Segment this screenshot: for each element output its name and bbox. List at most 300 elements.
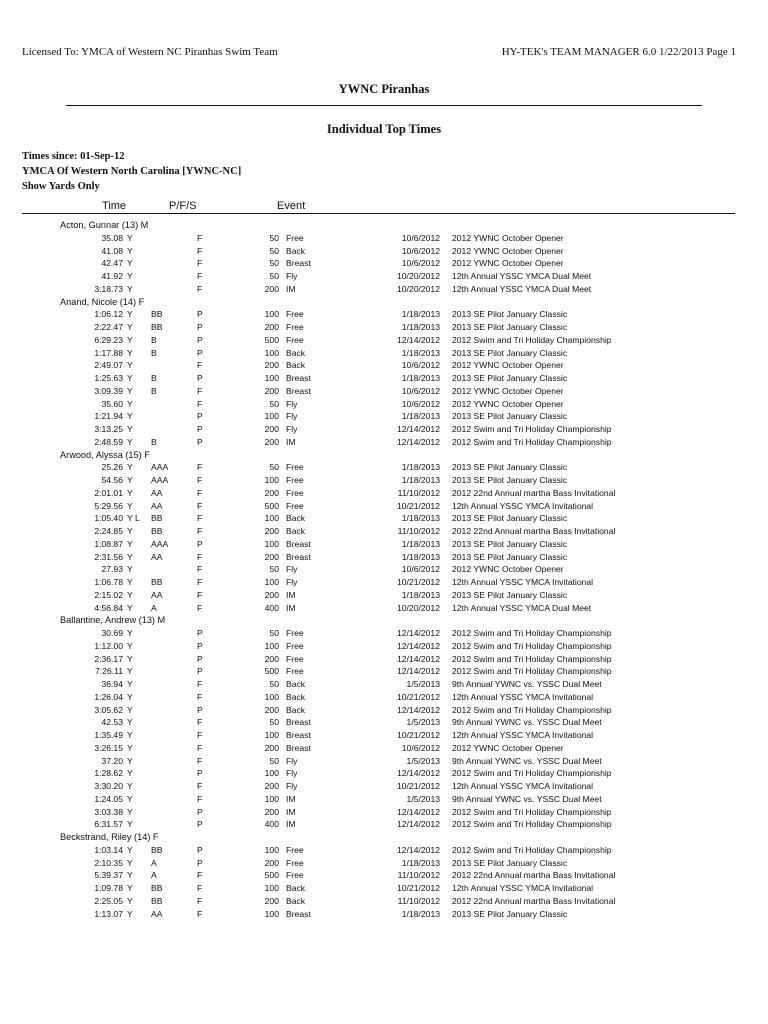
standard-cell: AAA — [151, 475, 169, 485]
distance-cell: 200 — [264, 487, 279, 498]
result-row — [0, 538, 768, 551]
course-cell: Y — [127, 360, 133, 371]
pfs-cell: F — [197, 691, 203, 702]
stroke-cell: IM — [286, 806, 296, 817]
pfs-cell: P — [197, 653, 203, 664]
result-row — [0, 525, 768, 538]
date-cell: 1/18/2013 — [401, 857, 440, 868]
distance-cell: 100 — [264, 513, 279, 524]
meet-cell: 2012 22nd Annual martha Bass Invitational — [452, 870, 616, 881]
date-cell: 12/14/2012 — [396, 666, 440, 677]
meet-cell: 12th Annual YSSC YMCA Invitational — [452, 500, 594, 511]
course-cell: Y — [127, 691, 133, 702]
distance-cell: 50 — [269, 232, 279, 243]
result-row — [0, 321, 768, 334]
meet-cell: 2012 Swim and Tri Holiday Championship — [452, 334, 612, 345]
course-cell: Y — [127, 717, 133, 728]
result-row — [0, 665, 768, 678]
distance-cell: 100 — [264, 640, 279, 651]
distance-cell: 200 — [264, 436, 279, 447]
athlete-name: Acton, Gunnar (13) M — [60, 220, 149, 230]
date-cell: 1/5/2013 — [406, 679, 440, 689]
course-cell: Y — [127, 819, 133, 830]
pfs-cell: F — [197, 679, 203, 689]
date-cell: 10/6/2012 — [401, 258, 440, 269]
time-cell: 4:56.84 — [94, 602, 123, 613]
date-cell: 12/14/2012 — [396, 653, 440, 664]
meet-cell: 2013 SE Pilot January Classic — [452, 347, 568, 358]
pfs-cell: F — [197, 870, 203, 881]
meet-cell: 12th Annual YSSC YMCA Invitational — [452, 577, 594, 587]
stroke-cell: IM — [286, 283, 296, 294]
distance-cell: 200 — [264, 385, 279, 396]
date-cell: 12/14/2012 — [396, 640, 440, 651]
meet-cell: 2012 Swim and Tri Holiday Championship — [452, 640, 612, 651]
date-cell: 1/18/2013 — [401, 347, 440, 358]
stroke-cell: Fly — [286, 577, 298, 587]
stroke-cell: Free — [286, 844, 304, 855]
result-row — [0, 257, 768, 270]
standard-cell: B — [151, 436, 157, 447]
course-cell: Y — [127, 679, 133, 689]
meet-cell: 2012 Swim and Tri Holiday Championship — [452, 819, 612, 830]
distance-cell: 50 — [269, 245, 279, 256]
distance-cell: 200 — [264, 806, 279, 817]
date-cell: 10/20/2012 — [396, 283, 440, 294]
course-cell: Y — [127, 870, 133, 881]
pfs-cell: F — [197, 526, 203, 536]
distance-cell: 500 — [264, 870, 279, 881]
result-row — [0, 729, 768, 742]
pfs-cell: F — [197, 271, 203, 281]
pfs-cell: P — [197, 334, 203, 345]
course-cell: Y — [127, 781, 133, 791]
standard-cell: B — [151, 334, 157, 345]
time-cell: 1:06.12 — [94, 309, 123, 320]
result-row — [0, 602, 768, 615]
date-cell: 12/14/2012 — [396, 628, 440, 638]
distance-cell: 200 — [264, 781, 279, 791]
meet-cell: 2012 YWNC October Opener — [452, 742, 564, 753]
pfs-cell: F — [197, 589, 203, 600]
pfs-cell: F — [197, 577, 203, 587]
pfs-cell: P — [197, 424, 203, 434]
time-cell: 30.69 — [101, 628, 123, 638]
standard-cell: A — [151, 870, 157, 881]
distance-cell: 200 — [264, 424, 279, 434]
course-cell: Y — [127, 258, 133, 269]
time-cell: 1:06.78 — [94, 577, 123, 587]
time-cell: 3:03.38 — [94, 806, 123, 817]
distance-cell: 200 — [264, 322, 279, 332]
course-cell: Y — [127, 895, 133, 906]
date-cell: 10/21/2012 — [396, 500, 440, 511]
course-cell: Y — [127, 653, 133, 664]
date-cell: 1/18/2013 — [401, 373, 440, 383]
time-cell: 2:48.59 — [94, 436, 123, 447]
stroke-cell: Fly — [286, 768, 298, 779]
pfs-cell: F — [197, 283, 203, 294]
result-row — [0, 627, 768, 640]
stroke-cell: Free — [286, 487, 304, 498]
distance-cell: 50 — [269, 398, 279, 409]
distance-cell: 50 — [269, 679, 279, 689]
date-cell: 10/21/2012 — [396, 730, 440, 740]
time-cell: 27.93 — [101, 564, 123, 575]
date-cell: 12/14/2012 — [396, 436, 440, 447]
result-row — [0, 283, 768, 296]
time-cell: 3:18.73 — [94, 283, 123, 294]
stroke-cell: Fly — [286, 398, 298, 409]
meet-cell: 2013 SE Pilot January Classic — [452, 462, 568, 473]
time-cell: 41.08 — [101, 245, 123, 256]
meet-cell: 2013 SE Pilot January Classic — [452, 589, 568, 600]
meet-cell: 12th Annual YSSC YMCA Invitational — [452, 730, 594, 740]
time-cell: 1:09.78 — [94, 883, 123, 893]
meet-cell: 12th Annual YSSC YMCA Invitational — [452, 883, 594, 893]
time-cell: 1:03.14 — [94, 844, 123, 855]
course-cell: Y — [127, 640, 133, 651]
standard-cell: B — [151, 385, 157, 396]
course-cell: Y — [127, 475, 133, 485]
time-cell: 41.92 — [101, 271, 123, 281]
result-row — [0, 385, 768, 398]
distance-cell: 100 — [264, 768, 279, 779]
distance-cell: 200 — [264, 857, 279, 868]
date-cell: 10/6/2012 — [401, 360, 440, 371]
software-page-header: HY-TEK's TEAM MANAGER 6.0 1/22/2013 Page 1 — [501, 46, 736, 58]
date-cell: 10/6/2012 — [401, 245, 440, 256]
time-cell: 5:39.37 — [94, 870, 123, 881]
result-row — [0, 640, 768, 653]
date-cell: 1/18/2013 — [401, 462, 440, 473]
distance-cell: 500 — [264, 666, 279, 677]
date-cell: 1/18/2013 — [401, 411, 440, 422]
pfs-cell: P — [197, 806, 203, 817]
distance-cell: 100 — [264, 347, 279, 358]
report-team-title: YWNC Piranhas — [338, 82, 430, 96]
pfs-cell: P — [197, 538, 203, 549]
stroke-cell: Fly — [286, 411, 298, 422]
time-cell: 3:30.20 — [94, 781, 123, 791]
date-cell: 12/14/2012 — [396, 704, 440, 715]
result-row — [0, 347, 768, 360]
meet-cell: 2012 Swim and Tri Holiday Championship — [452, 704, 612, 715]
distance-cell: 100 — [264, 793, 279, 804]
result-row — [0, 461, 768, 474]
time-cell: 42.47 — [101, 258, 123, 269]
date-cell: 1/18/2013 — [401, 475, 440, 485]
stroke-cell: Back — [286, 526, 306, 536]
meet-cell: 2012 Swim and Tri Holiday Championship — [452, 666, 612, 677]
time-cell: 1:25.63 — [94, 373, 123, 383]
date-cell: 11/10/2012 — [397, 526, 440, 536]
result-row — [0, 767, 768, 780]
distance-cell: 50 — [269, 755, 279, 766]
distance-cell: 100 — [264, 908, 279, 919]
stroke-cell: Free — [286, 870, 304, 881]
result-row — [0, 563, 768, 576]
time-cell: 1:28.62 — [94, 768, 123, 779]
distance-cell: 50 — [269, 271, 279, 281]
result-row — [0, 844, 768, 857]
meet-cell: 2012 22nd Annual martha Bass Invitational — [452, 526, 616, 536]
date-cell: 10/6/2012 — [401, 385, 440, 396]
meet-cell: 2012 YWNC October Opener — [452, 564, 564, 575]
time-cell: 1:12.00 — [94, 640, 123, 651]
meet-cell: 9th Annual YWNC vs. YSSC Dual Meet — [452, 755, 602, 766]
date-cell: 12/14/2012 — [396, 806, 440, 817]
stroke-cell: Fly — [286, 781, 298, 791]
meet-cell: 2012 Swim and Tri Holiday Championship — [452, 424, 612, 434]
course-cell: Y — [127, 589, 133, 600]
date-cell: 10/20/2012 — [396, 271, 440, 281]
time-cell: 1:13.07 — [94, 908, 123, 919]
pfs-cell: F — [197, 475, 203, 485]
time-cell: 5:29.56 — [94, 500, 123, 511]
pfs-cell: P — [197, 857, 203, 868]
course-cell: Y — [127, 500, 133, 511]
result-row — [0, 551, 768, 564]
course-cell: Y — [127, 844, 133, 855]
results-table — [0, 219, 768, 920]
pfs-cell: P — [197, 436, 203, 447]
stroke-cell: Fly — [286, 755, 298, 766]
course-cell: Y — [127, 385, 133, 396]
time-cell: 2:24.85 — [94, 526, 123, 536]
distance-cell: 200 — [264, 283, 279, 294]
result-row — [0, 334, 768, 347]
meet-cell: 2012 Swim and Tri Holiday Championship — [452, 436, 612, 447]
stroke-cell: Fly — [286, 271, 298, 281]
result-row — [0, 793, 768, 806]
column-header-time: Time — [102, 200, 127, 212]
date-cell: 11/10/2012 — [397, 870, 440, 881]
course-cell: Y — [127, 347, 133, 358]
date-cell: 12/14/2012 — [396, 768, 440, 779]
date-cell: 1/18/2013 — [401, 538, 440, 549]
course-cell: Y — [127, 424, 133, 434]
date-cell: 10/6/2012 — [401, 398, 440, 409]
result-row — [0, 398, 768, 411]
meet-cell: 2013 SE Pilot January Classic — [452, 322, 568, 332]
result-row — [0, 908, 768, 921]
distance-cell: 100 — [264, 730, 279, 740]
standard-cell: BB — [151, 883, 163, 893]
standard-cell: AAA — [151, 462, 169, 473]
date-cell: 10/6/2012 — [401, 564, 440, 575]
pfs-cell: P — [197, 666, 203, 677]
stroke-cell: Free — [286, 322, 304, 332]
stroke-cell: Back — [286, 360, 306, 371]
distance-cell: 50 — [269, 628, 279, 638]
date-cell: 10/6/2012 — [401, 742, 440, 753]
pfs-cell: P — [197, 322, 203, 332]
course-cell: Y — [127, 373, 133, 383]
meet-cell: 12th Annual YSSC YMCA Invitational — [452, 781, 594, 791]
stroke-cell: Free — [286, 666, 304, 677]
times-since-label: Times since: 01-Sep-12 — [22, 151, 125, 162]
course-cell: Y L — [127, 513, 140, 524]
meet-cell: 2012 22nd Annual martha Bass Invitational — [452, 895, 616, 906]
meet-cell: 2012 YWNC October Opener — [452, 245, 564, 256]
meet-cell: 2013 SE Pilot January Classic — [452, 538, 568, 549]
pfs-cell: F — [197, 462, 203, 473]
report-subtitle: Individual Top Times — [326, 122, 442, 136]
distance-cell: 200 — [264, 551, 279, 562]
course-cell: Y — [127, 322, 133, 332]
standard-cell: BB — [151, 526, 163, 536]
time-cell: 54.56 — [101, 475, 123, 485]
athlete-header-row — [0, 449, 768, 462]
course-cell: Y — [127, 793, 133, 804]
stroke-cell: Free — [286, 500, 304, 511]
course-cell: Y — [127, 742, 133, 753]
stroke-cell: Free — [286, 857, 304, 868]
course-cell: Y — [127, 806, 133, 817]
stroke-cell: IM — [286, 793, 296, 804]
pfs-cell: F — [197, 883, 203, 893]
pfs-cell: F — [197, 551, 203, 562]
column-header-pfs: P/F/S — [169, 200, 197, 212]
time-cell: 2:01.01 — [94, 487, 123, 498]
pfs-cell: P — [197, 347, 203, 358]
date-cell: 1/18/2013 — [401, 551, 440, 562]
pfs-cell: P — [197, 411, 203, 422]
stroke-cell: Back — [286, 691, 306, 702]
pfs-cell: P — [197, 309, 203, 320]
meet-cell: 2012 Swim and Tri Holiday Championship — [452, 768, 612, 779]
pfs-cell: F — [197, 781, 203, 791]
standard-cell: AA — [151, 551, 163, 562]
stroke-cell: Breast — [286, 908, 311, 919]
meet-cell: 9th Annual YWNC vs. YSSC Dual Meet — [452, 793, 602, 804]
distance-cell: 400 — [264, 602, 279, 613]
result-row — [0, 691, 768, 704]
distance-cell: 100 — [264, 844, 279, 855]
stroke-cell: Free — [286, 640, 304, 651]
pfs-cell: F — [197, 398, 203, 409]
time-cell: 35.08 — [101, 232, 123, 243]
date-cell: 10/21/2012 — [396, 883, 440, 893]
time-cell: 3:09.39 — [94, 385, 123, 396]
result-row — [0, 512, 768, 525]
time-cell: 7:26.11 — [94, 666, 123, 677]
time-cell: 1:21.94 — [94, 411, 123, 422]
distance-cell: 100 — [264, 691, 279, 702]
pfs-cell: F — [197, 742, 203, 753]
course-cell: Y — [127, 551, 133, 562]
pfs-cell: F — [197, 895, 203, 906]
stroke-cell: Back — [286, 679, 306, 689]
course-cell: Y — [127, 857, 133, 868]
result-row — [0, 806, 768, 819]
pfs-cell: P — [197, 768, 203, 779]
result-row — [0, 716, 768, 729]
athlete-name: Anand, Nicole (14) F — [60, 296, 145, 307]
date-cell: 12/14/2012 — [396, 424, 440, 434]
date-cell: 10/6/2012 — [401, 232, 440, 243]
meet-cell: 2013 SE Pilot January Classic — [452, 411, 568, 422]
time-cell: 6:31.57 — [94, 819, 123, 830]
time-cell: 3:05.62 — [94, 704, 123, 715]
standard-cell: AA — [151, 908, 163, 919]
distance-cell: 200 — [264, 895, 279, 906]
meet-cell: 2013 SE Pilot January Classic — [452, 309, 568, 320]
meet-cell: 2012 Swim and Tri Holiday Championship — [452, 806, 612, 817]
meet-cell: 12th Annual YSSC YMCA Dual Meet — [452, 271, 592, 281]
distance-cell: 200 — [264, 589, 279, 600]
standard-cell: BB — [151, 513, 163, 524]
stroke-cell: Free — [286, 628, 304, 638]
pfs-cell: P — [197, 844, 203, 855]
time-cell: 2:22.47 — [94, 322, 123, 332]
result-row — [0, 372, 768, 385]
standard-cell: AA — [151, 589, 163, 600]
meet-cell: 2013 SE Pilot January Classic — [452, 551, 568, 562]
course-cell: Y — [127, 309, 133, 320]
meet-cell: 9th Annual YWNC vs. YSSC Dual Meet — [452, 717, 602, 728]
stroke-cell: Free — [286, 309, 304, 320]
result-row — [0, 742, 768, 755]
date-cell: 12/14/2012 — [396, 844, 440, 855]
stroke-cell: Breast — [286, 742, 311, 753]
course-cell: Y — [127, 271, 133, 281]
result-row — [0, 818, 768, 831]
time-cell: 36.94 — [101, 679, 123, 689]
time-cell: 2:31.56 — [94, 551, 123, 562]
stroke-cell: Fly — [286, 564, 298, 575]
date-cell: 1/18/2013 — [401, 589, 440, 600]
time-cell: 1:26.04 — [94, 691, 123, 702]
course-cell: Y — [127, 487, 133, 498]
distance-cell: 500 — [264, 334, 279, 345]
date-cell: 10/21/2012 — [396, 691, 440, 702]
date-cell: 1/18/2013 — [401, 908, 440, 919]
time-cell: 35.60 — [101, 398, 123, 409]
result-row — [0, 500, 768, 513]
meet-cell: 2012 22nd Annual martha Bass Invitational — [452, 487, 616, 498]
stroke-cell: Fly — [286, 424, 298, 434]
distance-cell: 100 — [264, 411, 279, 422]
course-cell: Y — [127, 666, 133, 677]
meet-cell: 2012 YWNC October Opener — [452, 232, 564, 243]
distance-cell: 200 — [264, 742, 279, 753]
result-row — [0, 869, 768, 882]
meet-cell: 2012 Swim and Tri Holiday Championship — [452, 653, 612, 664]
distance-cell: 100 — [264, 475, 279, 485]
result-row — [0, 474, 768, 487]
date-cell: 1/5/2013 — [406, 717, 440, 728]
distance-cell: 500 — [264, 500, 279, 511]
stroke-cell: Free — [286, 475, 304, 485]
pfs-cell: P — [197, 819, 203, 830]
time-cell: 2:15.02 — [94, 589, 123, 600]
result-row — [0, 780, 768, 793]
result-row — [0, 423, 768, 436]
meet-cell: 2012 YWNC October Opener — [452, 360, 564, 371]
athlete-header-row — [0, 831, 768, 844]
distance-cell: 50 — [269, 717, 279, 728]
stroke-cell: Free — [286, 653, 304, 664]
stroke-cell: IM — [286, 819, 296, 830]
standard-cell: BB — [151, 309, 163, 320]
course-cell: Y — [127, 436, 133, 447]
time-cell: 1:17.88 — [94, 347, 123, 358]
result-row — [0, 895, 768, 908]
date-cell: 1/18/2013 — [401, 309, 440, 320]
standard-cell: AAA — [151, 538, 169, 549]
